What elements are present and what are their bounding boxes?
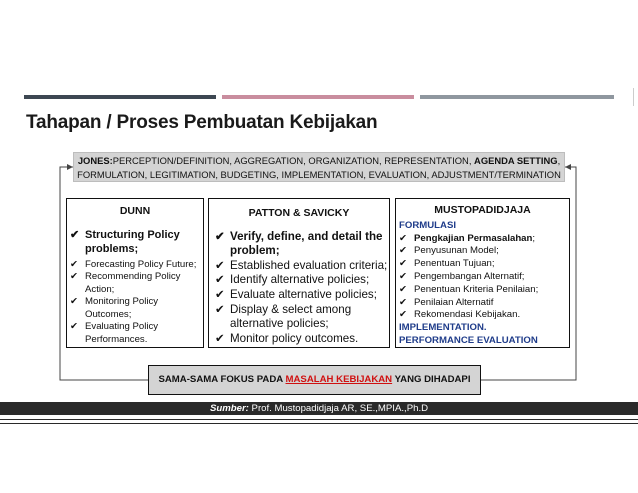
- jones-box: [73, 152, 565, 182]
- check-icon: ✔: [399, 309, 408, 321]
- musto-title: MUSTOPADIDJAJA: [434, 204, 531, 216]
- musto-list: [396, 220, 569, 348]
- list-item: ✔ Established evaluation criteria;: [215, 258, 388, 272]
- list-item: ✔ Verify, define, and detail the problem;: [215, 229, 383, 258]
- footer-rule-2: [0, 423, 638, 424]
- sama-suffix: YANG DIHADAPI: [392, 374, 471, 385]
- check-icon: ✔: [399, 296, 408, 308]
- check-icon: ✔: [215, 331, 225, 345]
- check-icon: ✔: [399, 232, 408, 244]
- list-item: ✔ Pengkajian Permasalahan;: [399, 232, 536, 244]
- check-icon: ✔: [399, 258, 408, 270]
- patton-title: PATTON & SAVICKY: [248, 207, 350, 219]
- check-icon: ✔: [70, 228, 80, 241]
- page-title: Tahapan / Proses Pembuatan Kebijakan: [26, 112, 378, 133]
- check-icon: ✔: [215, 302, 225, 316]
- policy-problem-highlight: MASALAH KEBIJAKAN: [285, 374, 393, 385]
- performance-evaluation-label: PERFORMANCE EVALUATION: [399, 334, 538, 346]
- implementation-label: IMPLEMENTATION.: [399, 322, 487, 334]
- list-item: ✔ Penilaian Alternatif: [399, 296, 494, 308]
- check-icon: ✔: [215, 273, 225, 287]
- source-footer: [0, 402, 638, 415]
- check-icon: ✔: [215, 229, 225, 243]
- check-icon: ✔: [215, 287, 225, 301]
- list-item: ✔ Structuring Policy problems;: [70, 228, 180, 255]
- list-item: ✔ Display & select among alternative policies;: [215, 302, 352, 331]
- list-item: ✔ Forecasting Policy Future;: [70, 258, 197, 270]
- jones-line1-main: PERCEPTION/DEFINITION, AGGREGATION, ORGANIZATION, REPRESENTATION,: [112, 155, 472, 166]
- list-item: ✔ Rekomendasi Kebijakan.: [399, 309, 521, 321]
- jones-line-1: [74, 154, 564, 168]
- source-label: Sumber:: [209, 403, 249, 414]
- list-item: ✔ Identify alternative policies;: [215, 273, 370, 287]
- check-icon: ✔: [70, 296, 79, 307]
- sama-prefix: SAMA-SAMA FOKUS PADA: [158, 374, 286, 385]
- jones-agenda-setting: AGENDA SETTING: [474, 155, 558, 166]
- check-icon: ✔: [70, 321, 79, 332]
- formulasi-label: FORMULASI: [399, 219, 457, 231]
- check-icon: ✔: [399, 245, 408, 257]
- check-icon: ✔: [399, 283, 408, 295]
- dunn-box: [66, 198, 204, 348]
- check-icon: ✔: [215, 258, 225, 272]
- patton-savicky-box: [208, 198, 390, 348]
- common-focus-box: [148, 365, 481, 395]
- dunn-title: DUNN: [119, 205, 151, 217]
- footer-rule-1: [0, 419, 638, 420]
- check-icon: ✔: [70, 271, 79, 282]
- jones-line1-end: ,: [557, 155, 561, 166]
- list-item: ✔ Penentuan Kriteria Penilaian;: [399, 283, 539, 295]
- jones-line-2: FORMULATION, LEGITIMATION, BUDGETING, IMPLEMENTATION, EVALUATION, ADJUSTMENT/TERMINATION: [77, 169, 561, 180]
- list-item: ✔ Recommending Policy Action;: [70, 271, 181, 295]
- source-text: Prof. Mustopadidjaja AR, SE.,MPIA.,Ph.D: [248, 403, 429, 414]
- list-item: ✔ Evaluating Policy Performances.: [70, 321, 159, 345]
- list-item: ✔ Penentuan Tujuan;: [399, 258, 495, 270]
- patton-list: [209, 230, 389, 347]
- list-item: ✔ Monitor policy outcomes.: [215, 331, 359, 345]
- list-item: ✔ Monitoring Policy Outcomes;: [70, 296, 159, 320]
- list-item: ✔ Evaluate alternative policies;: [215, 287, 377, 301]
- check-icon: ✔: [399, 270, 408, 282]
- dunn-list: [67, 228, 203, 347]
- list-item: ✔ Penyusunan Model;: [399, 245, 499, 257]
- check-icon: ✔: [70, 258, 79, 270]
- jones-label: JONES:: [77, 155, 113, 166]
- mustopadidjaja-box: [395, 198, 570, 348]
- list-item: ✔ Pengembangan Alternatif;: [399, 270, 525, 282]
